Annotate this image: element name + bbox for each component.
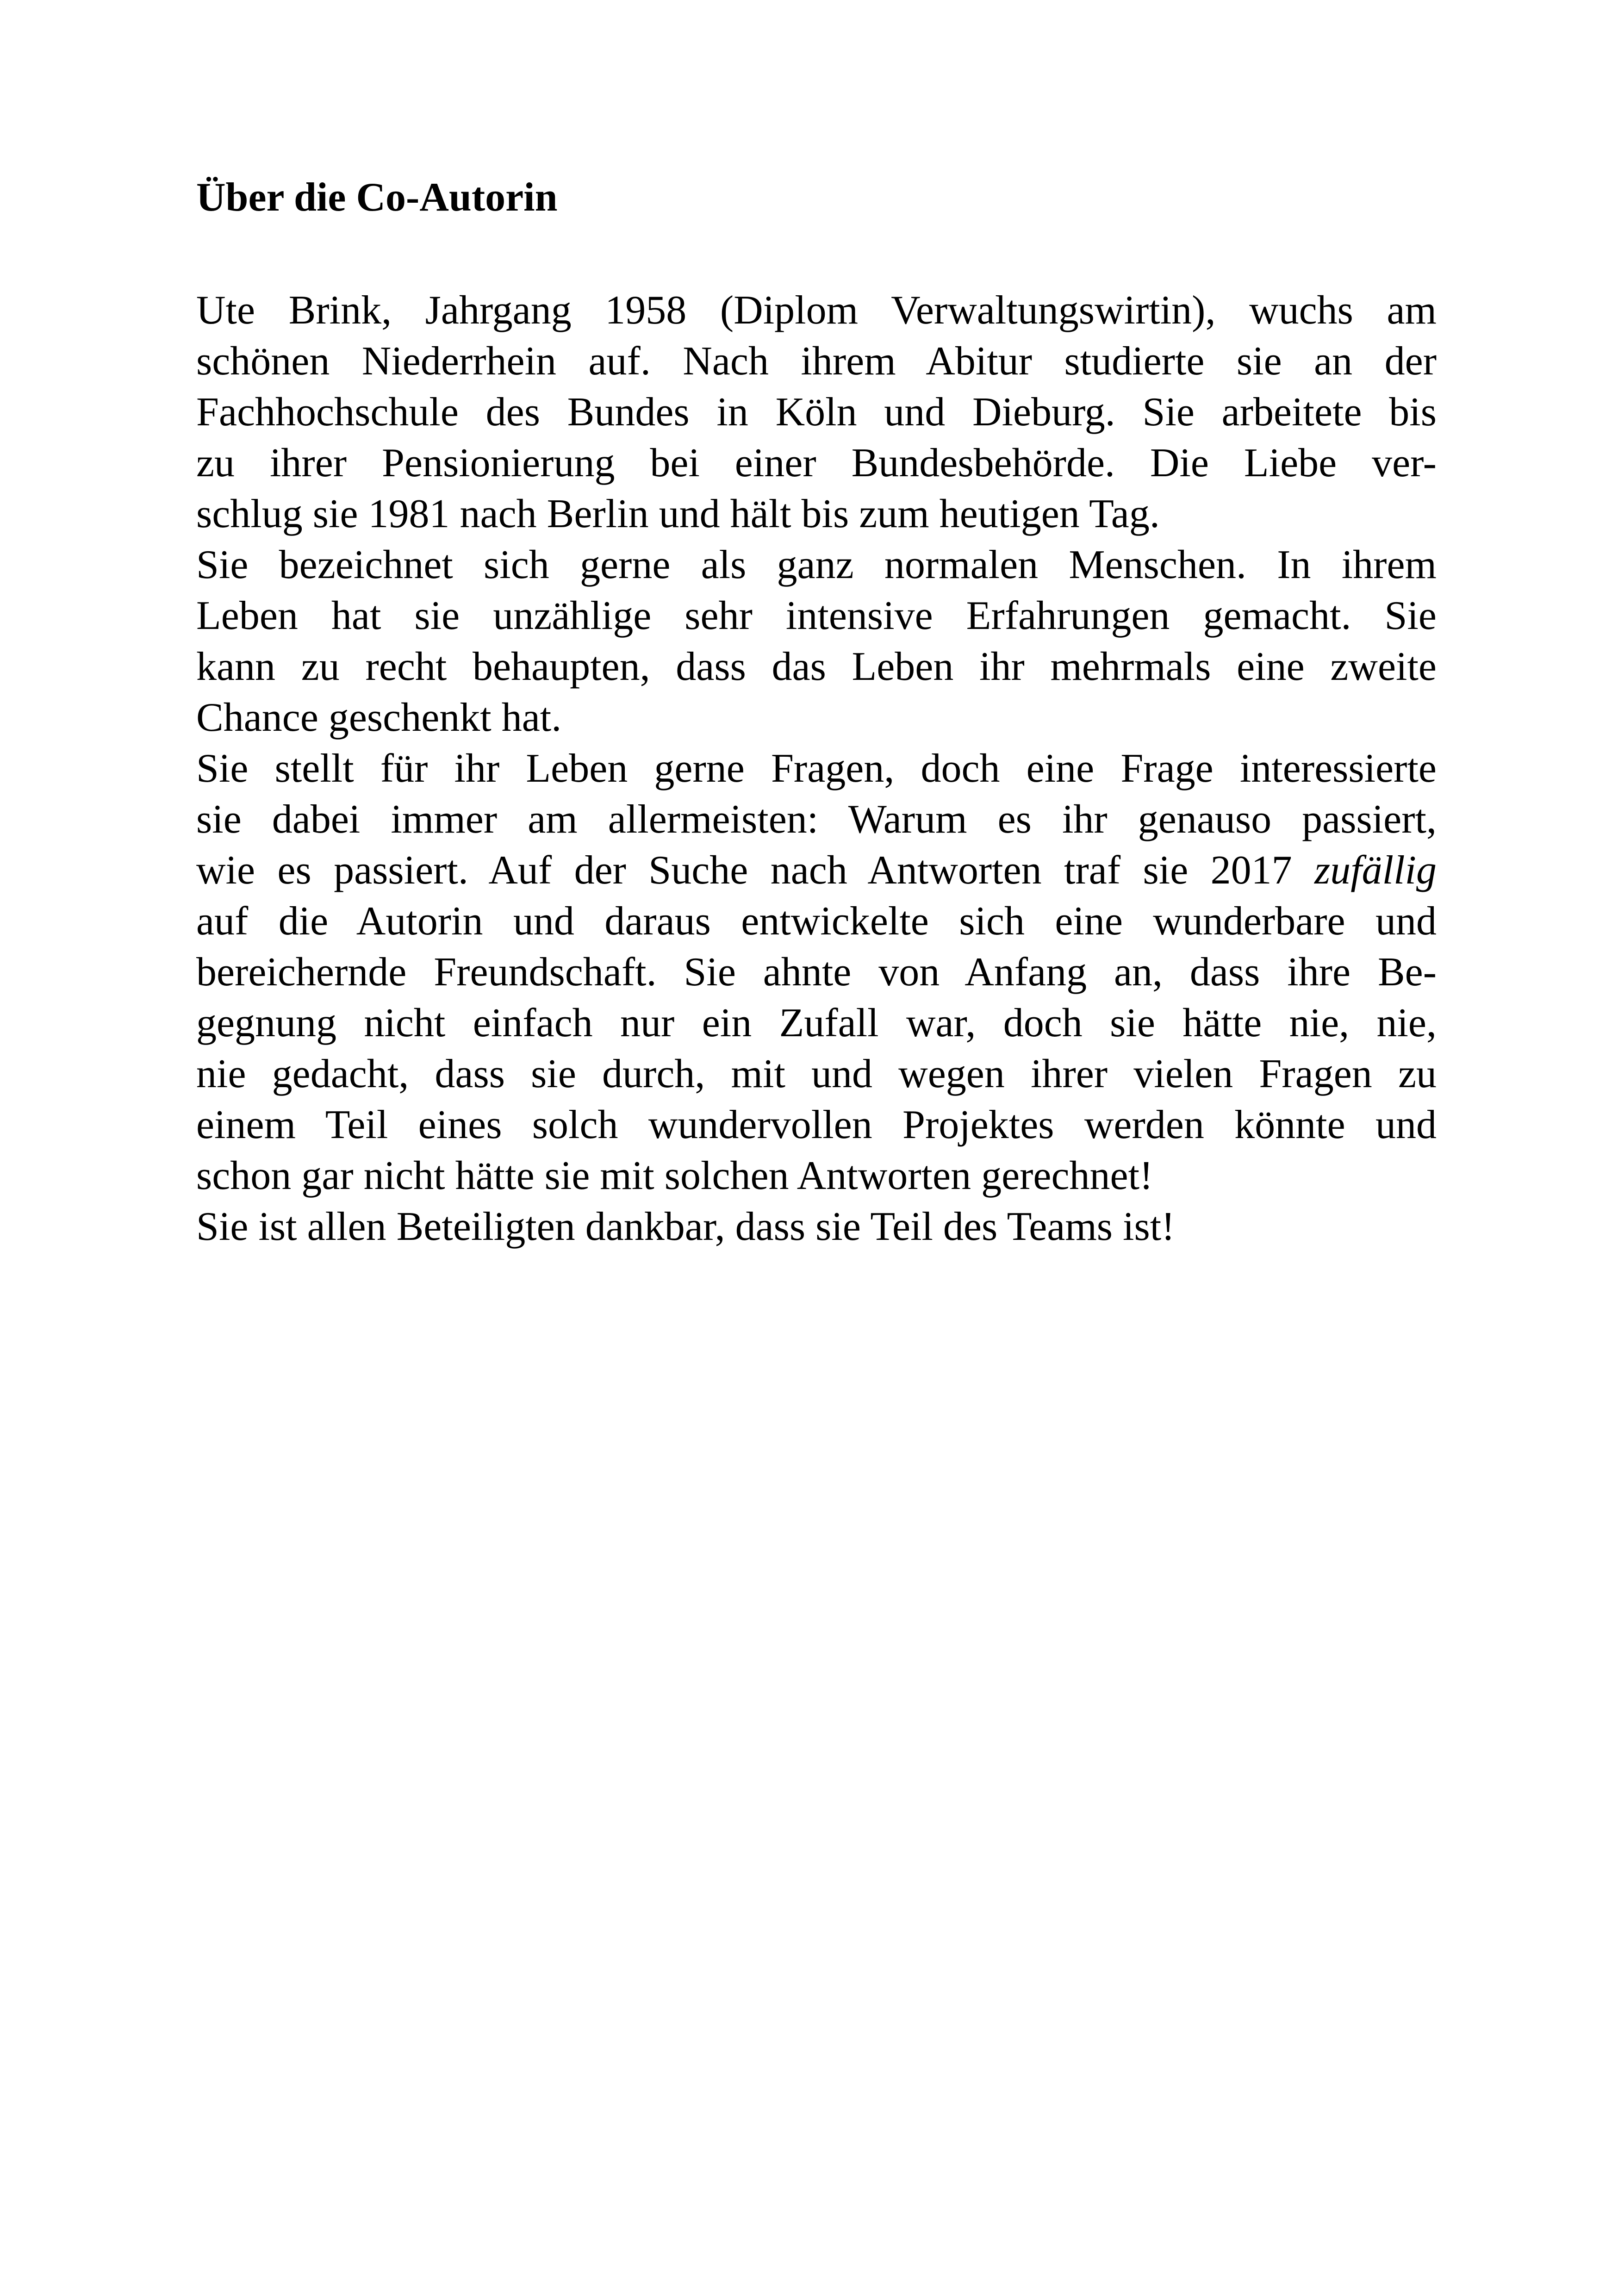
text-line: Sie ist allen Beteiligten dankbar, dass sie Teil des Teams ist!	[196, 1204, 1175, 1249]
section-heading: Über die Co-Autorin	[196, 175, 558, 220]
paragraph-4	[196, 1201, 1437, 1252]
text-line: nie gedacht, dass sie durch, mit und wegen ihrer vielen Fragen zu	[196, 1052, 1437, 1096]
text-line: kann zu recht behaupten, dass das Leben ihr mehrmals eine zweite	[196, 644, 1437, 689]
text-line: bereichernde Freundschaft. Sie ahnte von Anfang an, dass ihre Be-	[196, 950, 1437, 995]
text-line: schönen Niederrhein auf. Nach ihrem Abitur studierte sie an der	[196, 339, 1437, 384]
text-line: gegnung nicht einfach nur ein Zufall war, doch sie hätte nie, nie,	[196, 1001, 1437, 1045]
text-line-with-emphasis	[196, 845, 1437, 896]
body-text	[196, 285, 1437, 1252]
text-line: Leben hat sie unzählige sehr intensive Erfahrungen gemacht. Sie	[196, 593, 1437, 638]
paragraph-2	[196, 540, 1437, 743]
text-line: auf die Autorin und daraus entwickelte sich eine wunderbare und	[196, 899, 1437, 944]
text-line: Chance geschenkt hat.	[196, 695, 562, 740]
paragraph-1	[196, 285, 1437, 540]
text-line: Sie bezeichnet sich gerne als ganz normalen Menschen. In ihrem	[196, 542, 1437, 587]
text-line: Sie stellt für ihr Leben gerne Fragen, doch eine Frage interessierte	[196, 746, 1437, 791]
text-line: zu ihrer Pensionierung bei einer Bundesbehörde. Die Liebe ver-	[196, 441, 1437, 485]
text-line: einem Teil eines solch wundervollen Projektes werden könnte und	[196, 1102, 1437, 1147]
text-line: Ute Brink, Jahrgang 1958 (Diplom Verwaltungswirtin), wuchs am	[196, 288, 1437, 333]
paragraph-3	[196, 743, 1437, 1201]
text-line: schon gar nicht hätte sie mit solchen Antworten gerechnet!	[196, 1153, 1153, 1198]
text-line: sie dabei immer am allermeisten: Warum es ihr genauso passiert,	[196, 797, 1437, 842]
emphasis-word: zufällig	[1314, 848, 1437, 893]
text-line: Fachhochschule des Bundes in Köln und Dieburg. Sie arbeitete bis	[196, 390, 1437, 435]
text-segment: wie es passiert. Auf der Suche nach Antworten traf sie 2017	[196, 848, 1314, 893]
text-line: schlug sie 1981 nach Berlin und hält bis zum heutigen Tag.	[196, 492, 1160, 536]
